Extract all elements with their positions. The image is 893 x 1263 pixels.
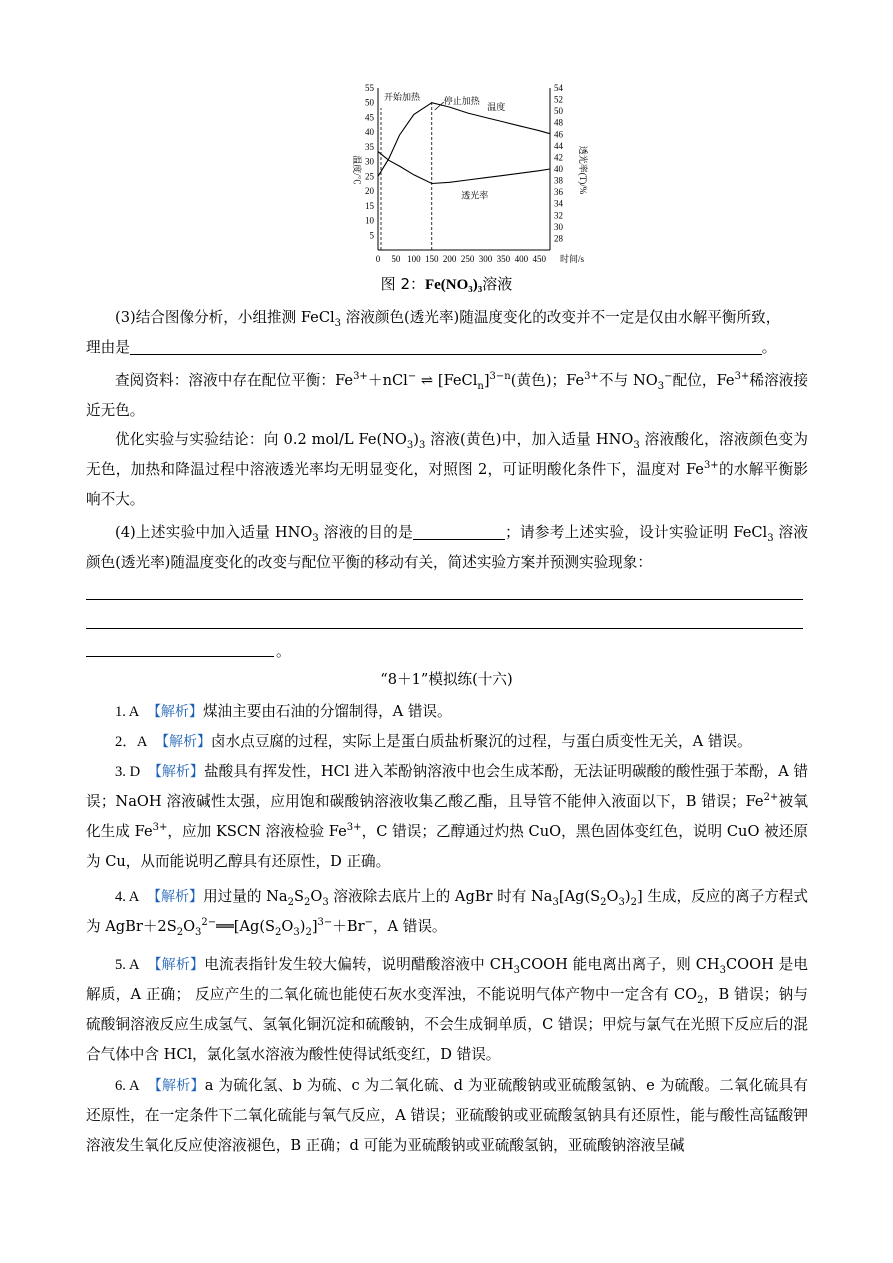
optim-sub-3: 3 bbox=[633, 439, 640, 451]
caption-formula: Fe(NO₃)₃ bbox=[424, 277, 483, 293]
a5-b: COOH 能电离出离子，则 CH bbox=[520, 956, 720, 973]
optim-sub-2: 3 bbox=[418, 439, 426, 451]
chart-svg bbox=[330, 78, 600, 270]
a4-j: ══[Ag(S bbox=[216, 918, 276, 935]
a4-sub: 2 bbox=[275, 926, 282, 938]
x-tick-label: 100 bbox=[407, 254, 421, 264]
a4-i: O bbox=[183, 918, 196, 935]
info-sub-n: n bbox=[477, 380, 484, 392]
figure-caption bbox=[0, 273, 893, 294]
q4-d: 溶液颜色(透光率)随温度变化的改变与配位平衡的移动有关，简述实验方案并预测实验现象： bbox=[86, 524, 809, 571]
q3-text-3: 理由是 bbox=[86, 339, 130, 356]
info-f: 不与 NO bbox=[598, 372, 658, 389]
chart-ticks bbox=[365, 83, 564, 264]
answer-2 bbox=[86, 727, 808, 757]
q3-end: 。 bbox=[761, 339, 777, 356]
y-right-tick-label: 54 bbox=[554, 83, 563, 93]
a4-g: ) bbox=[624, 888, 631, 905]
a4-sup: 3− bbox=[317, 917, 333, 929]
x-tick-label: 50 bbox=[391, 254, 401, 264]
info-c: [FeCl bbox=[437, 372, 478, 389]
q3-answer-blank[interactable] bbox=[130, 336, 762, 355]
info-g: 配位，Fe bbox=[672, 372, 735, 389]
a4-sub: 2 bbox=[630, 896, 637, 908]
y-right-tick-label: 44 bbox=[554, 140, 563, 151]
y-left-tick-label: 35 bbox=[365, 141, 374, 152]
a4-n: ＋Br bbox=[332, 918, 365, 935]
x-tick-label: 0 bbox=[375, 254, 381, 264]
y-left-tick-label: 20 bbox=[365, 186, 374, 197]
temperature-transmittance-chart bbox=[330, 78, 600, 270]
answer-text: 卤水点豆腐的过程，实际上是蛋白质盐析聚沉的过程，与蛋白质变性无关，A 错误。 bbox=[211, 733, 752, 750]
answer-5 bbox=[86, 950, 808, 1070]
annotation-start-heating: 开始加热 bbox=[384, 92, 421, 102]
q4-b: 溶液的目的是 bbox=[318, 524, 414, 541]
optim-b: ) bbox=[413, 431, 419, 448]
info-sup-3: 3−n bbox=[489, 371, 511, 383]
y-right-axis-label: 透光率(T)/% bbox=[578, 145, 588, 195]
a3-sup-3: 3+ bbox=[346, 822, 362, 834]
info-a: 查阅资料：溶液中存在配位平衡：Fe bbox=[115, 372, 354, 389]
chart-series bbox=[378, 103, 550, 184]
a3-sup-2: 3+ bbox=[152, 822, 168, 834]
a4-f: O bbox=[606, 888, 619, 905]
y-right-tick-label: 52 bbox=[554, 94, 563, 105]
a4-c: O bbox=[310, 888, 323, 905]
q3-text-2: 溶液颜色(透光率)随温度变化的改变并不一定是仅由水解平衡所致， bbox=[341, 309, 781, 326]
a5-sub: 3 bbox=[513, 964, 521, 976]
answer-number: 6. A bbox=[115, 1078, 140, 1094]
y-right-tick-label: 34 bbox=[554, 198, 563, 209]
y-left-tick-label: 30 bbox=[365, 156, 374, 167]
analysis-tag: 【解析】 bbox=[154, 764, 204, 780]
a4-o: ，A 错误。 bbox=[372, 918, 447, 935]
info-d: ] bbox=[483, 372, 490, 389]
optim-e: 的水解平衡影响不大。 bbox=[86, 461, 808, 508]
y-left-tick-label: 45 bbox=[365, 112, 374, 123]
answer-number: 3. D bbox=[115, 764, 141, 780]
optim-c: 溶液(黄色)中，加入适量 HNO bbox=[425, 431, 634, 448]
q3-sub: 3 bbox=[334, 317, 342, 329]
reference-info bbox=[86, 366, 808, 426]
q4-end: 。 bbox=[276, 643, 291, 660]
info-sup-2: − bbox=[407, 371, 417, 383]
a4-sub: 2 bbox=[600, 896, 607, 908]
y-right-tick-label: 48 bbox=[554, 117, 563, 128]
y-left-tick-label: 55 bbox=[365, 83, 374, 93]
annotation-stop-heating: 停止加热 bbox=[443, 96, 480, 106]
answer-number: 4. A bbox=[115, 889, 140, 905]
a4-h: ] 生成，反应的离子方程式为 AgBr＋2S bbox=[86, 888, 809, 935]
optim-sub-1: 3 bbox=[406, 439, 414, 451]
a4-m: ] bbox=[311, 918, 318, 935]
answer-4 bbox=[86, 882, 808, 942]
optim-sup: 3+ bbox=[703, 460, 719, 472]
q4-answer-line-3[interactable] bbox=[86, 656, 274, 657]
a3-b: 被氧化生成 Fe bbox=[86, 793, 808, 840]
a3-sup-1: 2+ bbox=[763, 792, 779, 804]
optim-d: 溶液酸化，溶液颜色变为无色，加热和降温过程中溶液透光率均无明显变化，对照图 2，可证明酸化条件下，温度对 Fe bbox=[86, 431, 808, 478]
q3-text-1: 结合图像分析，小组推测 FeCl bbox=[135, 309, 335, 326]
a5-a: 电流表指针发生较大偏转，说明醋酸溶液中 CH bbox=[204, 956, 514, 973]
analysis-tag: 【解析】 bbox=[154, 1078, 205, 1094]
caption-suffix: 溶液 bbox=[482, 275, 513, 293]
a4-a: 用过量的 Na bbox=[203, 888, 288, 905]
a4-sub: 2 bbox=[304, 896, 311, 908]
y-right-tick-label: 40 bbox=[554, 164, 563, 174]
y-left-tick-label: 50 bbox=[365, 97, 374, 108]
answer-text: a 为硫化氢、b 为硫、c 为二氧化硫、d 为亚硫酸钠或亚硫酸氢钠、e 为硫酸。二氧化硫具有还原性，在一定条件下二氧化硫能与氧气反应，A 错误；亚硫酸钠或亚硫酸氢钠具有还原性，能与酸性高锰酸钾溶液发生氧化反应使溶液褪色，B 正确；d 可能为亚硫酸钠或亚硫酸氢钠，亚硫酸钠溶液呈碱 bbox=[86, 1077, 808, 1154]
series-label-temperature: 温度 bbox=[487, 101, 506, 112]
optimization-paragraph bbox=[86, 425, 808, 515]
x-axis-label: 时间/s bbox=[559, 254, 585, 264]
caption-prefix: 图 2： bbox=[380, 275, 425, 293]
answer-number: 2．A bbox=[115, 734, 148, 750]
q4-c: ；请参考上述实验，设计实验证明 FeCl bbox=[505, 524, 768, 541]
series-line-temperature bbox=[378, 103, 550, 177]
a3-c: ，应加 KSCN 溶液检验 Fe bbox=[167, 823, 347, 840]
info-b: ＋nCl bbox=[367, 372, 408, 389]
answer-number: 1. A bbox=[115, 704, 140, 720]
answer-number: 5. A bbox=[115, 957, 140, 973]
question-4 bbox=[86, 518, 808, 578]
q4-a: (4)上述实验中加入适量 HNO bbox=[115, 524, 313, 541]
section-title: “8＋1”模拟练(十六) bbox=[380, 671, 513, 688]
y-left-tick-label: 5 bbox=[369, 230, 374, 241]
y-right-tick-label: 38 bbox=[554, 175, 563, 186]
analysis-tag: 【解析】 bbox=[154, 957, 205, 973]
series-label-transmittance: 透光率 bbox=[461, 190, 489, 201]
answer-3 bbox=[86, 757, 808, 877]
x-tick-label: 200 bbox=[442, 254, 457, 264]
y-right-tick-label: 36 bbox=[554, 187, 563, 198]
q4-purpose-blank[interactable] bbox=[413, 521, 505, 540]
series-line-transmittance bbox=[378, 152, 550, 184]
y-left-tick-label: 25 bbox=[365, 171, 374, 182]
q4-sub-1: 3 bbox=[312, 532, 319, 544]
a4-l: ) bbox=[299, 918, 306, 935]
equilibrium-arrow: ⇌ bbox=[416, 372, 438, 389]
x-tick-label: 300 bbox=[478, 254, 493, 264]
a4-e: [Ag(S bbox=[558, 888, 601, 905]
optim-a: 优化实验与实验结论：向 0.2 mol/L Fe(NO bbox=[115, 431, 407, 448]
y-right-tick-label: 42 bbox=[554, 152, 563, 163]
x-tick-label: 450 bbox=[532, 254, 546, 264]
x-tick-label: 150 bbox=[425, 254, 439, 264]
x-tick-label: 350 bbox=[496, 254, 511, 264]
x-tick-label: 400 bbox=[514, 254, 529, 264]
info-sup-no: − bbox=[664, 371, 673, 383]
x-tick-label: 250 bbox=[460, 254, 475, 264]
answer-text: 煤油主要由石油的分馏制得，A 错误。 bbox=[202, 703, 452, 720]
a5-sub: 3 bbox=[719, 964, 726, 976]
y-right-tick-label: 50 bbox=[554, 106, 563, 117]
a3-d: ，C 错误；乙醇通过灼热 CuO，黑色固体变红色，说明 CuO 被还原为 Cu，从而能说明乙醇具有还原性，D 正确。 bbox=[86, 823, 808, 870]
a4-sub: 2 bbox=[176, 926, 184, 938]
a4-sup: 2− bbox=[201, 917, 217, 929]
a5-sub: 2 bbox=[697, 994, 704, 1006]
answer-6 bbox=[86, 1071, 808, 1161]
a4-sub: 3 bbox=[293, 926, 300, 938]
a4-sup: − bbox=[364, 917, 373, 929]
a3-a: 盐酸具有挥发性，HCl 进入苯酚钠溶液中也会生成苯酚，无法证明碳酸的酸性强于苯酚，A 错误；NaOH 溶液碱性太强，应用饱和碳酸钠溶液收集乙酸乙酯，且导管不能伸入液面以下，B 错误；Fe bbox=[86, 763, 808, 810]
a5-d: ，B 错误；钠与硫酸铜溶液反应生成氢气、氢氧化铜沉淀和硫酸钠，不会生成铜单质，C 错误；甲烷与氯气在光照下反应后的混合气体中含 HCl，氯化氢水溶液为酸性使得试纸变红，D 错误。 bbox=[86, 986, 808, 1063]
a4-sub: 2 bbox=[305, 926, 312, 938]
analysis-tag: 【解析】 bbox=[153, 889, 204, 905]
analysis-tag: 【解析】 bbox=[162, 734, 212, 750]
q3-label: (3) bbox=[115, 309, 136, 326]
a4-sub: 2 bbox=[287, 896, 295, 908]
info-sup-1: 3+ bbox=[353, 371, 368, 383]
y-left-tick-label: 40 bbox=[365, 127, 374, 138]
y-left-axis-label: 温度/℃ bbox=[352, 155, 362, 185]
a4-sub: 3 bbox=[618, 896, 625, 908]
y-right-tick-label: 32 bbox=[554, 210, 563, 221]
a5-c: COOH 是电解质，A 正确； 反应产生的二氧化硫也能使石灰水变浑浊，不能说明气体产物中一定含有 CO bbox=[86, 956, 808, 1003]
y-right-tick-label: 46 bbox=[554, 129, 563, 140]
answer-1 bbox=[86, 697, 808, 727]
q4-sub-2: 3 bbox=[767, 532, 774, 544]
a4-b: S bbox=[294, 888, 305, 905]
q4-answer-line-1[interactable] bbox=[86, 599, 803, 600]
q4-answer-line-2[interactable] bbox=[86, 628, 803, 629]
y-left-tick-label: 10 bbox=[365, 215, 374, 226]
a4-sub: 3 bbox=[195, 926, 202, 938]
a4-k: O bbox=[281, 918, 294, 935]
info-sup-5: 3+ bbox=[734, 371, 750, 383]
info-e: (黄色)；Fe bbox=[510, 372, 585, 389]
analysis-tag: 【解析】 bbox=[153, 704, 203, 720]
y-right-tick-label: 30 bbox=[554, 221, 563, 232]
question-3 bbox=[86, 303, 808, 363]
info-h: 稀溶液接近无色。 bbox=[86, 372, 809, 419]
y-left-tick-label: 15 bbox=[365, 200, 374, 211]
a4-sub: 3 bbox=[552, 896, 559, 908]
info-sup-4: 3+ bbox=[584, 371, 599, 383]
y-right-tick-label: 28 bbox=[554, 233, 563, 244]
a4-d: 溶液除去底片上的 AgBr 时有 Na bbox=[328, 888, 553, 905]
a4-sub: 3 bbox=[322, 896, 329, 908]
info-sub-no: 3 bbox=[657, 380, 665, 392]
